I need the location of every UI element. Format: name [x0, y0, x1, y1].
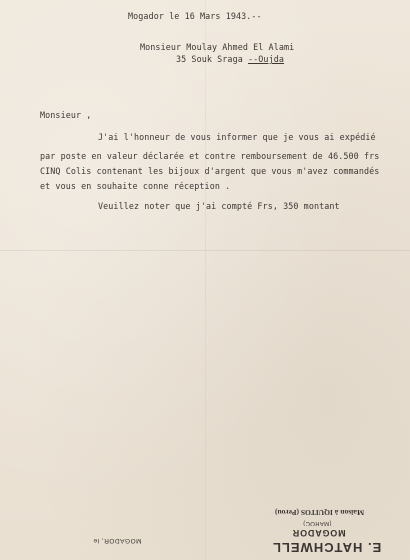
- body-line-1: J'ai l'honneur de vous informer que je vous ai expédié: [98, 132, 376, 142]
- recipient-city: --Oujda: [248, 54, 284, 64]
- letterhead-upside-down: [0, 480, 410, 560]
- body-line-2: par poste en valeur déclarée et contre remboursement de 46.500 frs: [40, 151, 380, 161]
- letterhead-region: (MAROC): [303, 520, 332, 526]
- salutation: Monsieur ,: [40, 110, 92, 120]
- recipient-address: [176, 55, 284, 63]
- closing-line: Veuillez noter que j'ai compté Frs, 350 montant: [98, 201, 340, 211]
- body-line-4: et vous en souhaite conne réception .: [40, 181, 231, 191]
- date-line: Mogador le 16 Mars 1943.--: [128, 11, 262, 21]
- body-line-3: CINQ Colis contenant les bijoux d'argent que vous m'avez commandés: [40, 166, 380, 176]
- letterhead-city: MOGADOR: [292, 528, 346, 538]
- letterhead-company-name: E. HATCHWELL: [272, 540, 382, 555]
- recipient-street: 35 Souk Sraga: [176, 54, 248, 64]
- letterhead-place-date: MOGADOR, le: [93, 537, 142, 544]
- letterhead-house: Maison à IQUITOS (Perou): [275, 508, 365, 517]
- paper-crease: [205, 0, 206, 560]
- recipient-name: Monsieur Moulay Ahmed El Alami: [140, 42, 295, 52]
